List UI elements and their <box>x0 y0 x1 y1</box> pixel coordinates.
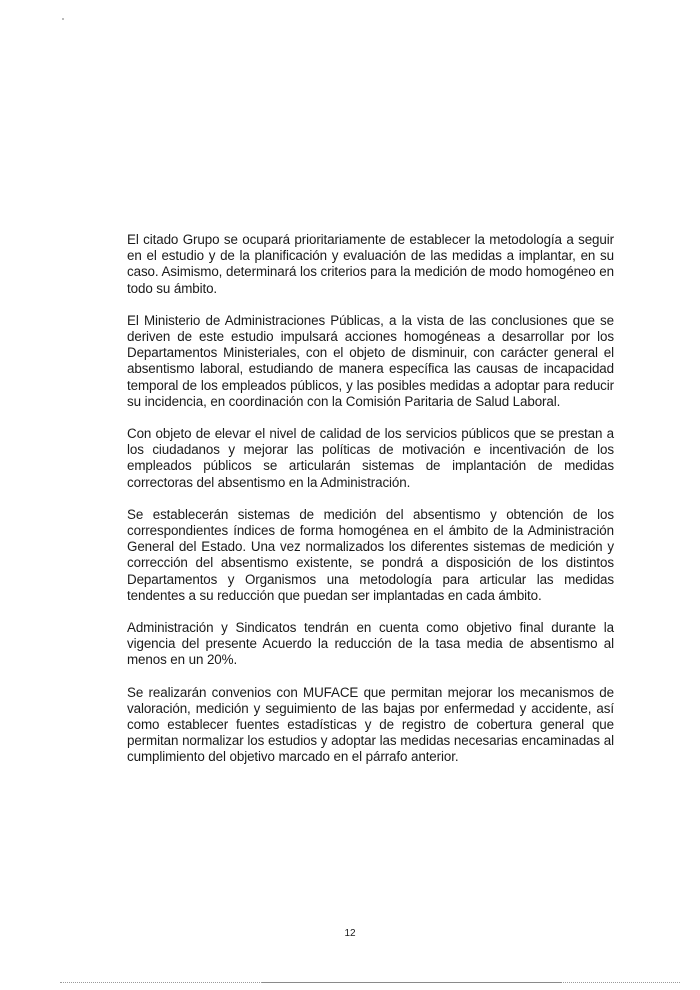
document-body <box>127 232 614 782</box>
scan-bottom-line <box>262 982 562 983</box>
paragraph-5: Administración y Sindicatos tendrán en cuenta como objetivo final durante la vigencia del presente Acuerdo la reducción de la tasa media de absentismo al menos en un 20%. <box>127 620 614 668</box>
paragraph-6: Se realizarán convenios con MUFACE que permitan mejorar los mecanismos de valoración, medición y seguimiento de las bajas por enfermedad y accidente, así como establecer fuentes estadísticas y de registro de cobertura general que permitan normalizar los estudios y adoptar las medidas necesarias encaminadas al cumplimiento del objetivo marcado en el párrafo anterior. <box>127 684 614 765</box>
scan-speck <box>62 18 64 20</box>
page-number: 12 <box>344 928 356 939</box>
paragraph-1: El citado Grupo se ocupará prioritariamente de establecer la metodología a seguir en el estudio y de la planificación y evaluación de las medidas a implantar, en su caso. Asimismo, determinará los criterios para la medición de modo homogéneo en todo su ámbito. <box>127 232 614 296</box>
paragraph-4: Se establecerán sistemas de medición del absentismo y obtención de los correspondientes índices de forma homogénea en el ámbito de la Administración General del Estado. Una vez normalizados los diferentes sistemas de medición y corrección del absentismo existente, se pondrá a disposición de los distintos Departamentos y Organismos una metodología para articular las medidas tendentes a su reducción que puedan ser implantadas en cada ámbito. <box>127 506 614 603</box>
paragraph-2: El Ministerio de Administraciones Públicas, a la vista de las conclusiones que se deriven de este estudio impulsará acciones homogéneas a desarrollar por los Departamentos Ministeriales, con el objeto de disminuir, con carácter general el absentismo laboral, estudiando de manera específica las causas de incapacidad temporal de los empleados públicos, y las posibles medidas a adoptar para reducir su incidencia, en coordinación con la Comisión Paritaria de Salud Laboral. <box>127 312 614 409</box>
paragraph-3: Con objeto de elevar el nivel de calidad de los servicios públicos que se prestan a los ciudadanos y mejorar las políticas de motivación e incentivación de los empleados públicos se articularán sistemas de implantación de medidas correctoras del absentismo en la Administración. <box>127 426 614 490</box>
